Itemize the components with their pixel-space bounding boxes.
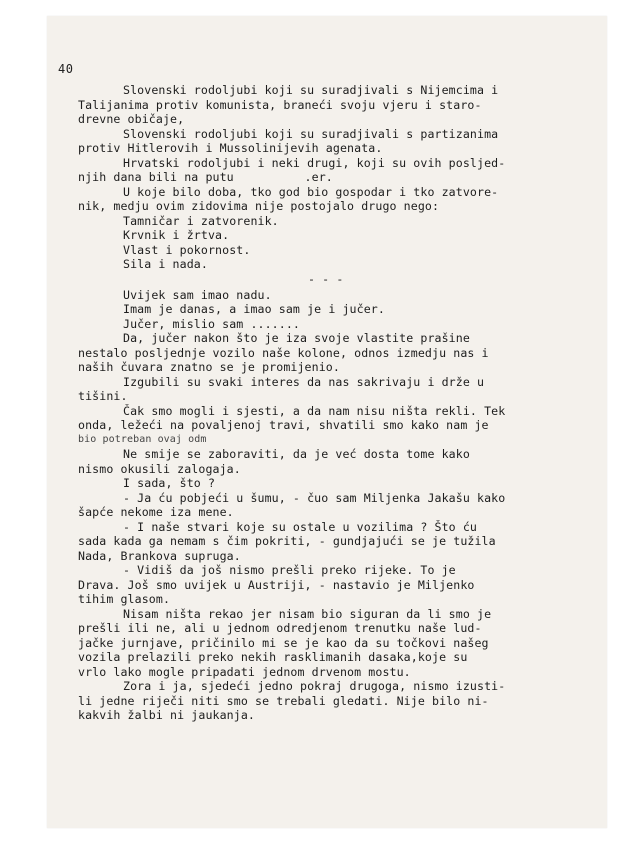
text-line: tišini.: [78, 389, 128, 403]
text-line: Jučer, mislio sam .......: [123, 316, 301, 331]
text-line: Hrvatski rodoljubi i neki drugi, koji su ovih posljed-: [123, 155, 506, 170]
text-line: Čak smo mogli i sjesti, a da nam nisu ništa rekli. Tek: [123, 403, 506, 418]
text-line: protiv Hitlerovih i Mussolinijevih agenata.: [78, 141, 383, 155]
text-line: vrlo lako mogle pripadati jednom drvenom mostu.: [78, 664, 411, 679]
text-line: nismo okusili zalogaja.: [78, 461, 241, 476]
text-line: Nada, Brankova supruga.: [78, 548, 241, 563]
text-line: Krvnik i žrtva.: [123, 228, 230, 242]
text-line: vozila prelazili preko nekih rasklimanih dasaka,koje su: [78, 650, 468, 664]
body-text: [78, 83, 566, 723]
text-line: Vlast i pokornost.: [123, 242, 251, 257]
text-line: Slovenski rodoljubi koji su suradjivali s partizanima: [123, 126, 499, 141]
text-line: tihim glasom.: [78, 592, 171, 606]
text-line: sada kada ga nemam s čim pokriti, - gundjajući se je tužila: [78, 534, 496, 548]
text-line: I sada, što ?: [123, 476, 216, 490]
text-line: - Ja ću pobjeći u šumu, - čuo sam Miljenka Jakašu kako: [123, 490, 506, 505]
text-line: Sila i nada.: [123, 257, 208, 271]
text-line: nik, medju ovim zidovima nije postojalo drugo nego:: [78, 199, 440, 213]
text-line: Izgubili su svaki interes da nas sakrivaju i drže u: [123, 374, 485, 389]
text-line: Da, jučer nakon što je iza svoje vlastite prašine: [123, 331, 470, 345]
text-line: Ne smije se zaboraviti, da je već dosta tome kako: [123, 447, 470, 461]
text-line: drevne običaje,: [78, 112, 185, 126]
text-line: šapće nekome iza mene.: [78, 505, 234, 519]
text-line: kakvih žalbi ni jaukanja.: [78, 708, 256, 722]
page-number: 40: [58, 62, 74, 76]
text-line: Slovenski rodoljubi koji su suradjivali s Nijemcima i: [123, 83, 499, 97]
text-line: Nisam ništa rekao jer nisam bio siguran da li smo je: [123, 606, 492, 621]
text-line: jačke jurnjave, pričinilo mi se je kao da su točkovi našeg: [78, 635, 489, 650]
text-line: bio potreban ovaj odm: [78, 433, 207, 445]
text-line: prešli ili ne, ali u jednom odredjenom trenutku naše lud-: [78, 621, 482, 635]
text-line: Uvijek sam imao nadu.: [123, 287, 272, 302]
text-line: Imam je danas, a imao sam je i jučer.: [123, 302, 385, 316]
text-line: U koje bilo doba, tko god bio gospodar i tko zatvore-: [123, 184, 499, 199]
text-line: naših čuvara znatno se je promijenio.: [78, 360, 340, 374]
text-line: Drava. Još smo uvijek u Austriji, - nastavio je Miljenko: [78, 577, 475, 592]
text-line: - I naše stvari koje su ostale u vozilima ? Što ću: [123, 519, 478, 534]
text-line: li jedne riječi niti smo se trebali gledati. Nije bilo ni-: [78, 693, 489, 708]
text-line: onda, ležeći na povaljenoj travi, shvatili smo kako nam je: [78, 418, 489, 432]
text-line: - Vidiš da još nismo prešli preko rijeke. To je: [123, 563, 456, 577]
text-line: Tamničar i zatvorenik.: [123, 213, 279, 228]
text-line: Talijanima protiv komunista, braneći svoju vjeru i staro-: [78, 97, 482, 112]
text-line: njih dana bili na putu .er.: [78, 170, 333, 184]
text-line: nestalo posljednje vozilo naše kolone, odnos izmedju nas i: [78, 345, 489, 360]
section-separator: - - -: [308, 271, 344, 286]
text-line: Zora i ja, sjedeći jedno pokraj drugoga, nismo izusti-: [123, 679, 506, 693]
